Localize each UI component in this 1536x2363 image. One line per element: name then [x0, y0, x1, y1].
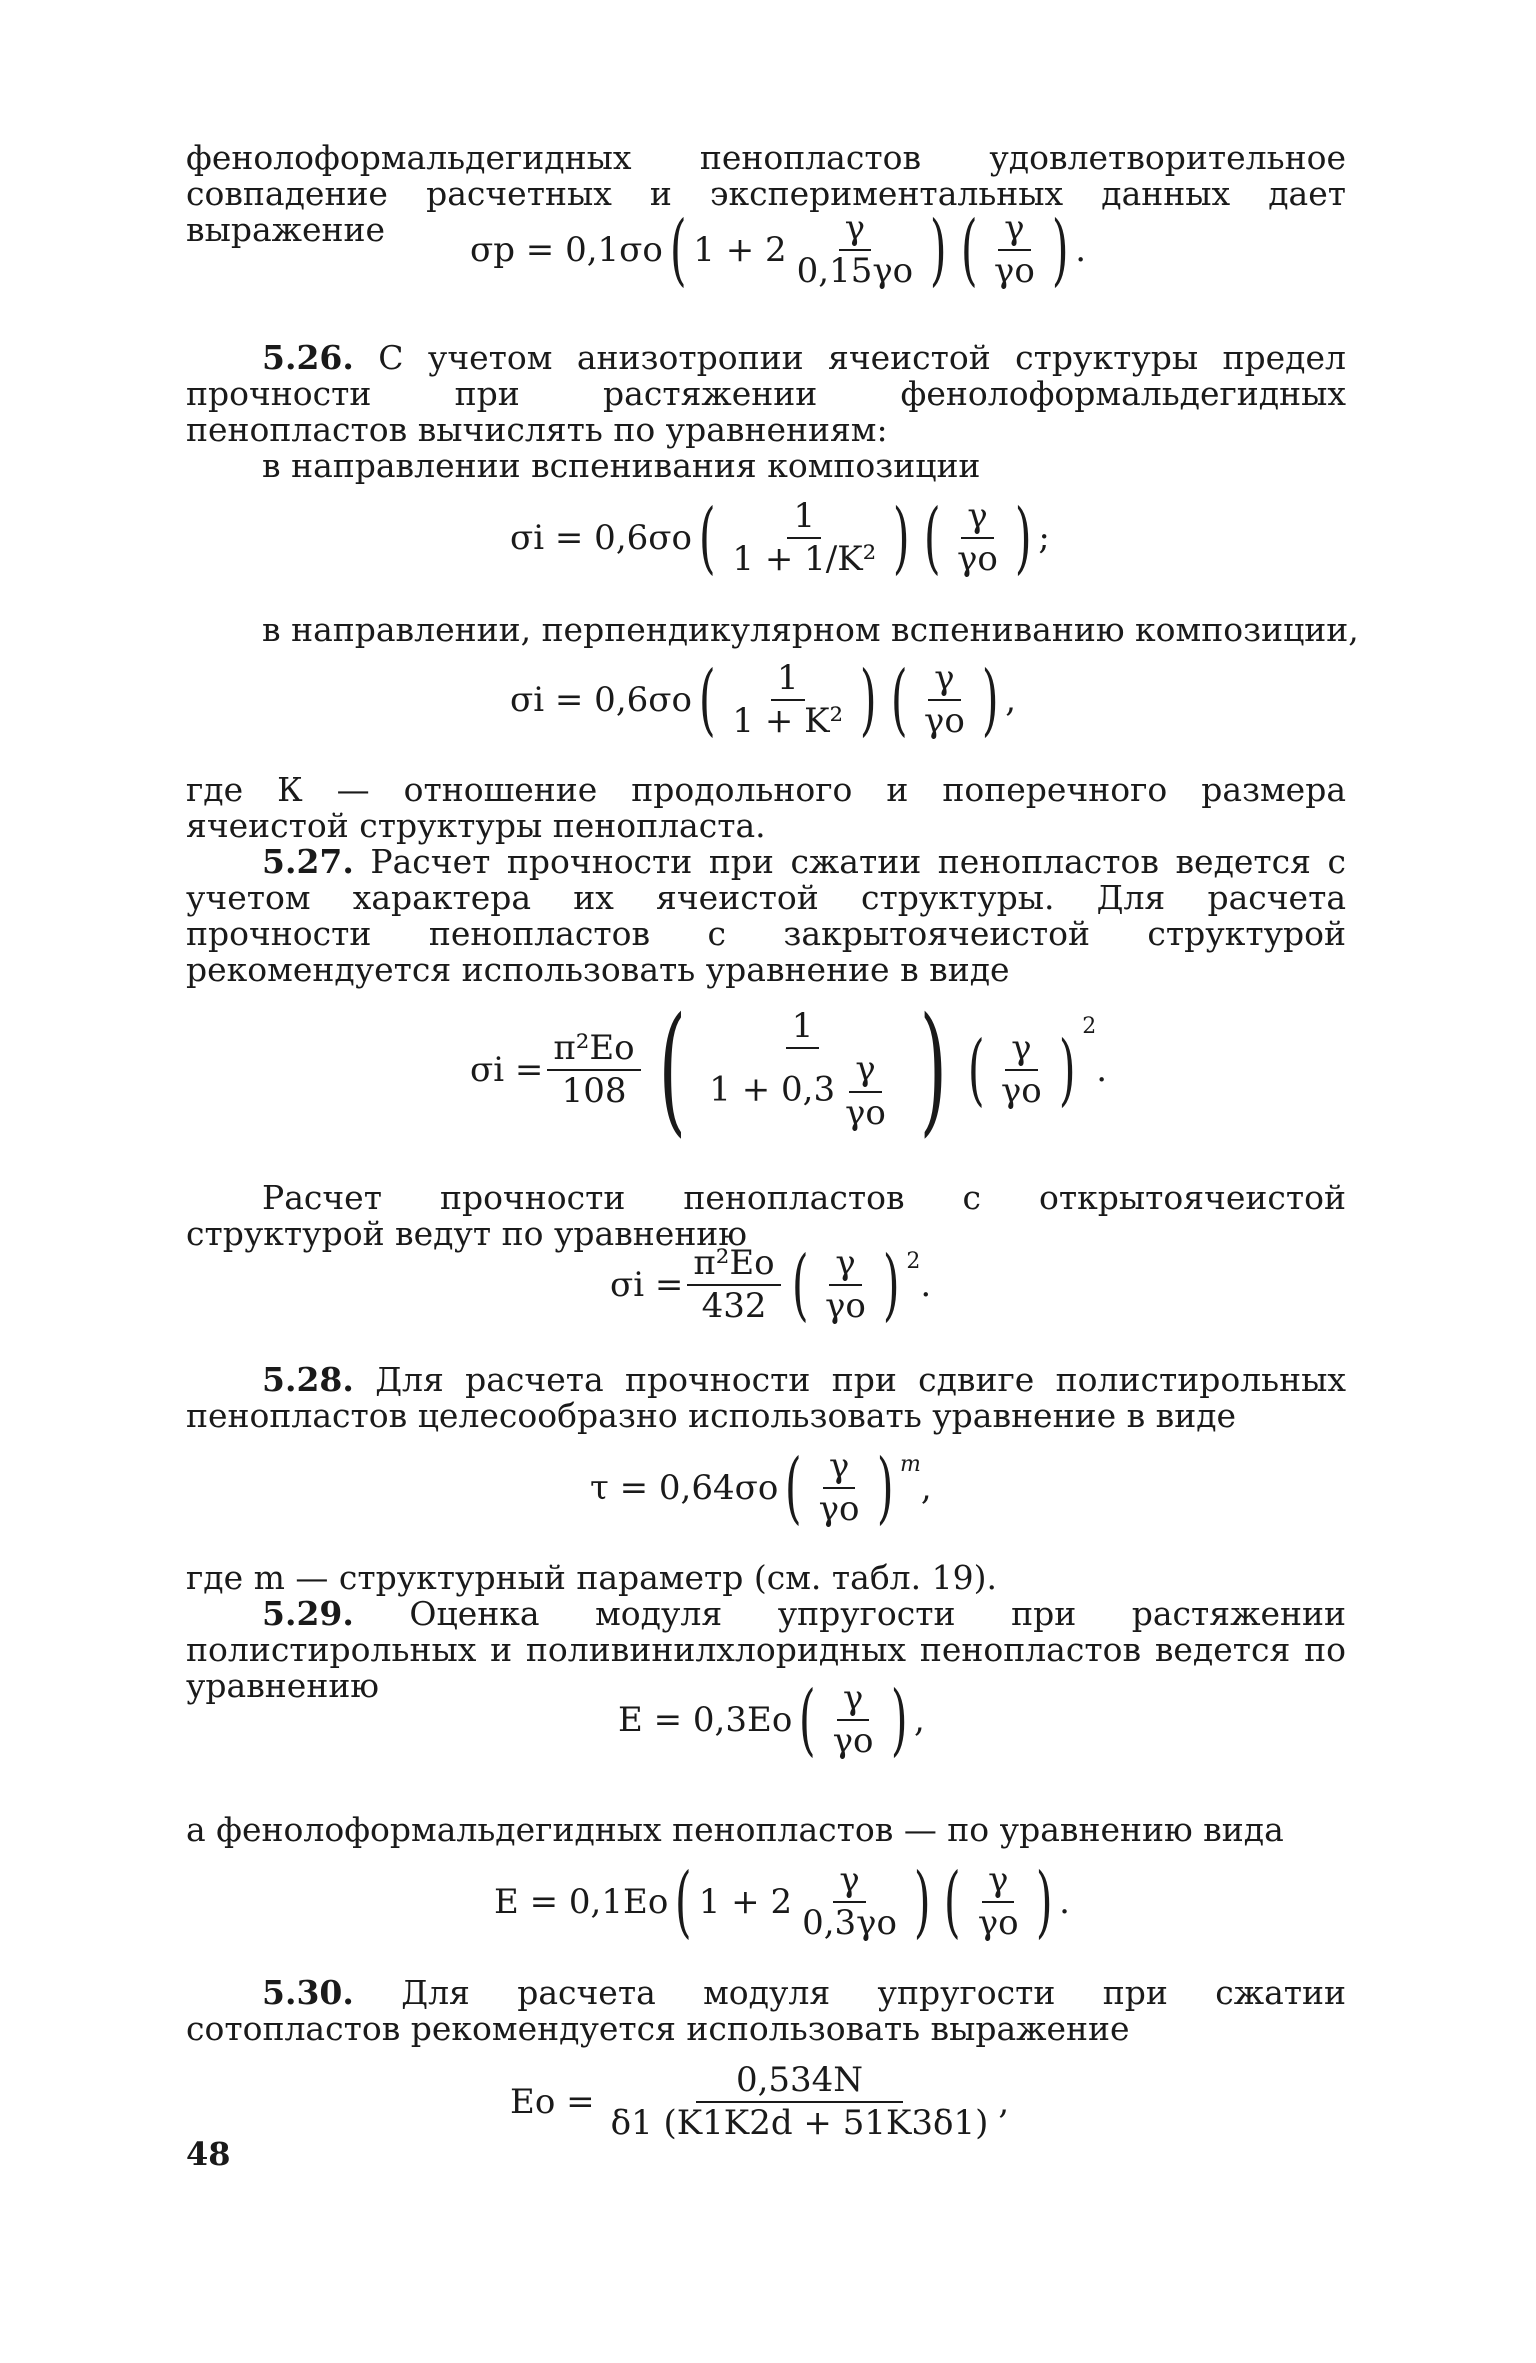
- formula-sigma-p: σp = 0,1σo ( 1 + 2 $\frac{\gamma}{0,15\gamma o}$ ) ( $\frac{\gamma}{\gamma o}$ ) .: [470, 205, 1087, 296]
- paragraph-5-26-b: в направлении, перпендикулярном вспениванию композиции,: [262, 610, 1359, 649]
- page-number: 48: [186, 2135, 231, 2173]
- paragraph-5-26: 5.26. С учетом анизотропии ячеистой структуры предел прочности при растяжении фенолоформальдегидных пенопластов вычислять по уравнениям:: [186, 338, 1346, 449]
- formula-e-polystyrene: E = 0,3Eo ( $\frac{\gamma}{\gamma o}$ ) ,: [618, 1675, 925, 1766]
- paragraph-5-27-b: Расчет прочности пенопластов с открытоячеистой структурой ведут по уравнению: [186, 1178, 1346, 1253]
- paragraph-5-29-b: а фенолоформальдегидных пенопластов — по уравнению вида: [186, 1810, 1284, 1849]
- formula-tau: τ = 0,64σo ( $\frac{\gamma}{\gamma o}$ ) $^m$ ,: [590, 1443, 932, 1534]
- paragraph-5-30: 5.30. Для расчета модуля упругости при сжатии сотопластов рекомендуется использовать выражение: [186, 1973, 1346, 2048]
- paragraph-5-29: 5.29. Оценка модуля упругости при растяжении полистирольных и поливинилхлоридных пенопластов ведется по уравнению: [186, 1594, 1346, 1705]
- paragraph-5-27: 5.27. Расчет прочности при сжатии пенопластов ведется с учетом характера их ячеистой структуры. Для расчета прочности пенопластов с закрытоячеистой структурой рекомендуется использовать уравнение в виде: [186, 842, 1346, 989]
- paragraph-5-26-c: где К — отношение продольного и поперечного размера ячеистой структуры пенопласта.: [186, 770, 1346, 845]
- formula-sigma-i-along: σi = 0,6σo ( $\frac{1}{\text{1 + 1/K²}}$ ) ( $\frac{\gamma}{\gamma o}$ ) ;: [510, 493, 1050, 584]
- paragraph-5-26-a: в направлении вспенивания композиции: [262, 446, 981, 485]
- formula-e0-honeycomb: Eo = $\frac{0,534N}{\delta 1 (K1K2d + 51K3\delta 1)}$ ,: [510, 2060, 1010, 2144]
- paragraph-5-28-b: где m — структурный параметр (см. табл. 19).: [186, 1558, 997, 1597]
- formula-e-phenol: E = 0,1Eo ( 1 + 2 $\frac{\gamma}{0,3\gamma o}$ ) ( $\frac{\gamma}{\gamma o}$ ) .: [494, 1857, 1070, 1948]
- paragraph-intro: фенолоформальдегидных пенопластов удовлетворительное совпадение расчетных и экспериментальных данных дает выражение: [186, 138, 1346, 249]
- formula-sigma-i-perpendicular: σi = 0,6σo ( $\frac{1}{\text{1 + K²}}$ ) ( $\frac{\gamma}{\gamma o}$ ) ,: [510, 655, 1017, 746]
- formula-sigma-i-closed-cell: σi = $\frac{\text{π²Eo}}{108}$ ( 1 1 + 0,3 $\frac{\gamma}{\gamma o}$ ) ( $\frac{\gamma}{\gamma o}$ ) $^2$ .: [470, 988, 1107, 1151]
- paragraph-5-28: 5.28. Для расчета прочности при сдвиге полистирольных пенопластов целесообразно использовать уравнение в виде: [186, 1360, 1346, 1435]
- formula-sigma-i-open-cell: σi = $\frac{\text{π²Eo}}{432}$ ( $\frac{\gamma}{\gamma o}$ ) $^2$ .: [610, 1240, 932, 1331]
